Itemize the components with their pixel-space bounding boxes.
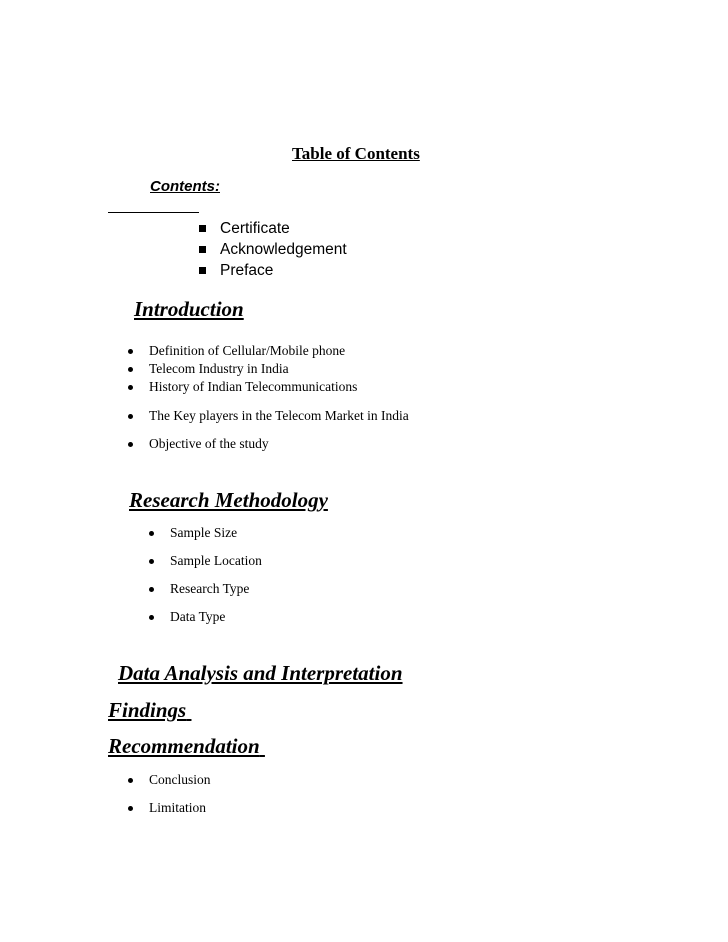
list-item-label: History of Indian Telecommunications [149, 379, 358, 394]
list-item-label: Telecom Industry in India [149, 361, 289, 376]
list-item-label: Definition of Cellular/Mobile phone [149, 343, 346, 358]
page-title: Table of Contents [292, 144, 420, 163]
list-item-label: Objective of the study [149, 436, 269, 451]
list-item [128, 343, 345, 359]
bullet-icon [149, 559, 154, 564]
bullet-icon [128, 414, 133, 419]
list-item [128, 379, 357, 395]
list-item-label: Sample Location [170, 553, 262, 568]
list-item [199, 260, 347, 281]
square-bullet-icon [199, 267, 206, 274]
square-bullet-icon [199, 246, 206, 253]
list-item-label: Preface [220, 261, 274, 279]
section-heading-research-methodology: Research Methodology [129, 488, 328, 512]
bullet-icon [128, 349, 133, 354]
list-item [128, 772, 211, 788]
contents-label: Contents: [150, 178, 220, 195]
list-item [149, 609, 225, 625]
list-item-label: Certificate [220, 219, 290, 237]
divider-line [108, 212, 199, 213]
list-item [149, 525, 237, 541]
bullet-icon [128, 778, 133, 783]
section-heading-recommendation: Recommendation [108, 734, 260, 758]
bullet-icon [128, 385, 133, 390]
list-item [128, 436, 269, 452]
section-heading-data-analysis: Data Analysis and Interpretation [118, 661, 403, 685]
list-item-label: Sample Size [170, 525, 238, 540]
list-item-label: Limitation [149, 800, 206, 815]
list-item-label: The Key players in the Telecom Market in India [149, 408, 409, 423]
list-item [128, 361, 289, 377]
list-item-label: Research Type [170, 581, 250, 596]
list-item [128, 408, 409, 424]
list-item-label: Acknowledgement [220, 240, 347, 258]
list-item-label: Data Type [170, 609, 226, 624]
list-item [199, 218, 347, 239]
bullet-icon [149, 531, 154, 536]
square-bullet-icon [199, 225, 206, 232]
list-item [128, 800, 206, 816]
list-item [149, 581, 249, 597]
list-item [149, 553, 262, 569]
bullet-icon [128, 806, 133, 811]
bullet-icon [149, 615, 154, 620]
front-matter-list [199, 218, 347, 281]
bullet-icon [128, 367, 133, 372]
section-heading-findings: Findings [108, 698, 187, 722]
bullet-icon [149, 587, 154, 592]
list-item [199, 239, 347, 260]
bullet-icon [128, 442, 133, 447]
list-item-label: Conclusion [149, 772, 211, 787]
section-heading-introduction: Introduction [134, 297, 244, 321]
